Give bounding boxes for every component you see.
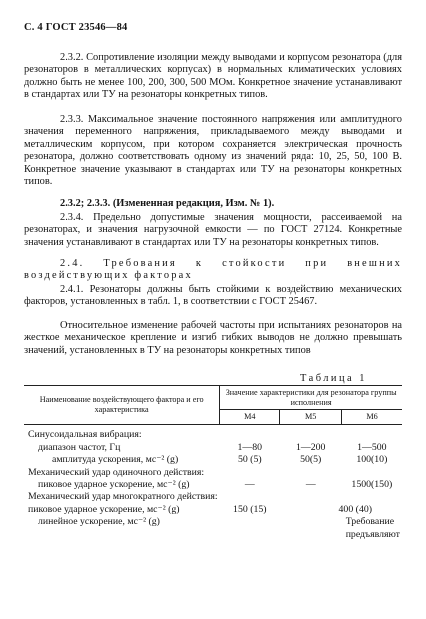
row-label: амплитуда ускорения, мс⁻² (g)	[52, 454, 179, 466]
cell-value: —	[305, 478, 316, 490]
cell-value: 150 (15)	[233, 503, 267, 515]
table-1	[24, 385, 402, 541]
table-row	[24, 454, 402, 466]
col-header-m6: М6	[342, 410, 402, 425]
paragraph-2-3-4: 2.3.4. Предельно допустимые значения мощности, рассеиваемой на резонаторах, и значения нагрузочной емкости — по ГОСТ 27124. Конкретные значения устанавливают в стандартах или ТУ на резонаторы конкретных типов.	[24, 212, 402, 248]
table-row	[24, 467, 402, 479]
cell-value: 50 (5)	[237, 454, 262, 466]
cell-value: 400 (40)	[338, 503, 372, 515]
row-label: пиковое ударное ускорение, мс⁻² (g)	[38, 478, 190, 490]
cell-value: 1—200	[296, 441, 326, 453]
cell-value: —	[244, 478, 255, 490]
col-header-m5: М5	[280, 410, 342, 425]
col-header-m4: М4	[220, 410, 280, 425]
table-row	[24, 442, 402, 454]
row-label: диапазон частот, Гц	[38, 441, 121, 453]
paragraph-2-3-2: 2.3.2. Сопротивление изоляции между выводами и корпусом резонатора (для резонаторов в металлических корпусах) в нормальных климатических условиях должно быть не менее 100, 200, 300, 500 МОм. Конкретное значение устанавливают в стандартах или ТУ на резонаторы конкретных типов.	[24, 52, 402, 101]
row-label: линейное ускорение, мс⁻² (g)	[38, 516, 160, 528]
paragraph-2-3-3: 2.3.3. Максимальное значение постоянного напряжения или амплитудного значения переменного напряжения, прикладываемого между выводами и металлическим корпусом, при котором сохраняется электрическая прочность резонатора, должно соответствовать одному из значений ряда: 10, 25, 50, 100 В. Конкретное значение указывают в стандартах или ТУ на резонаторы конкретных типов.	[24, 114, 402, 188]
amendment-note: 2.3.2; 2.3.3. (Измененная редакция, Изм. № 1).	[60, 198, 275, 209]
paragraph-2-4-1: 2.4.1. Резонаторы должны быть стойкими к воздействию механических факторов, установленных в табл. 1, в соответствии с ГОСТ 25467.	[24, 284, 402, 308]
col-header-factor: Наименование воздействующего фактора и его характеристика	[24, 386, 220, 425]
table-row	[24, 504, 402, 516]
col-header-group: Значение характеристики для резонатора группы исполнения	[220, 386, 402, 410]
cell-value: 1500(150)	[351, 478, 393, 490]
table-row	[24, 491, 402, 503]
row-label: пиковое ударное ускорение, мс⁻² (g)	[28, 503, 180, 515]
section-2-4-heading: 2.4. Требования к стойкости при внешних воздействующих факторах	[24, 258, 402, 282]
table-caption: Таблица 1	[300, 373, 367, 384]
page-header: С. 4 ГОСТ 23546—84	[24, 22, 128, 33]
table-row	[24, 429, 402, 441]
cell-value: 1—500	[357, 441, 387, 453]
table-row	[24, 479, 402, 491]
paragraph-frequency-change: Относительное изменение рабочей частоты при испытаниях резонаторов на жесткое механическое крепление и изгиб гибких выводов не должно превышать значений, установленных в ТУ на резонаторы конкретных типов	[24, 320, 402, 356]
cell-value: 1—80	[237, 441, 263, 453]
cell-value: 100(10)	[356, 454, 388, 466]
cell-value: 50(5)	[300, 454, 322, 466]
row-label: Механический удар одиночного действия:	[28, 466, 205, 478]
row-label: Механический удар многократного действия:	[28, 491, 218, 503]
row-label: Синусоидальная вибрация:	[28, 429, 142, 441]
cell-value: Требование предъявляют	[345, 516, 400, 540]
table-row	[24, 516, 402, 541]
